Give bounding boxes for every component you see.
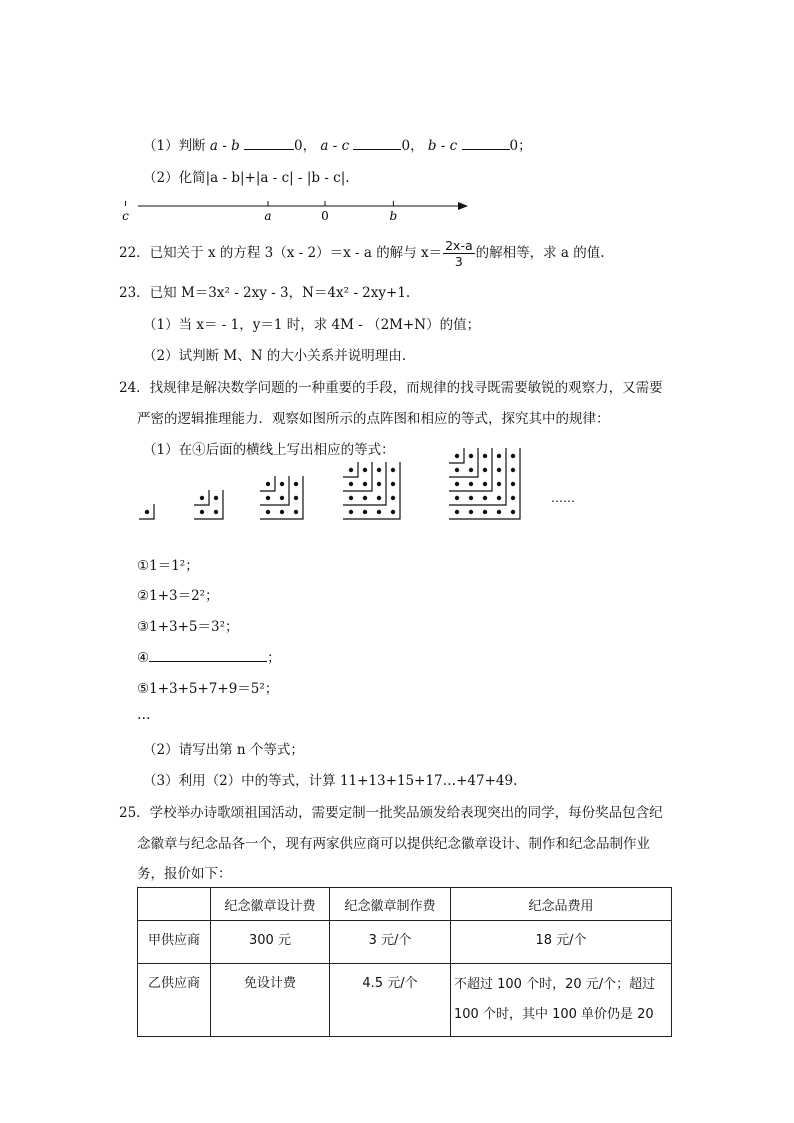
dot: [455, 468, 459, 472]
table-header-cell: 纪念品费用: [451, 888, 672, 921]
dot-grid-ellipsis: ……: [551, 491, 575, 505]
dot: [483, 496, 487, 500]
q24-eq4-suffix: ；: [267, 650, 281, 666]
q22-frac-num: 2x-a: [445, 238, 473, 253]
table-cell: 300 元: [211, 921, 330, 964]
dot: [483, 468, 487, 472]
dot: [511, 468, 515, 472]
q24-eq5: ⑤1+3+5+7+9＝5²；: [137, 681, 279, 697]
q24-sub2: （2）请写出第 n 个等式；: [143, 742, 304, 758]
dot-grid-5: [449, 448, 525, 524]
table-header-row: [138, 888, 672, 921]
q22: [119, 238, 605, 269]
dot: [391, 496, 395, 500]
dot: [266, 482, 270, 486]
number-line-label: a: [264, 209, 272, 223]
q22-text-before: 22．已知关于 x 的方程 3（x - 2）＝x - a 的解与 x＝: [119, 245, 443, 261]
q24-eq4-blank[interactable]: [149, 649, 267, 662]
q21-expr2: a - c: [320, 138, 350, 154]
q21-expr3: b - c: [427, 138, 458, 154]
q25-line3: 务，报价如下：: [137, 866, 232, 882]
dot: [511, 482, 515, 486]
table-row: [138, 964, 672, 1037]
number-line-label: c: [122, 209, 129, 223]
q21-zero2: 0，: [401, 138, 424, 154]
table-cell: 乙供应商: [138, 964, 211, 1037]
table-header-cell: [138, 888, 211, 921]
dot: [200, 510, 204, 514]
dot: [377, 468, 381, 472]
q24-eq4-prefix: ④: [137, 650, 150, 666]
dot: [469, 510, 473, 514]
q24-eq4: [137, 646, 281, 666]
dot: [497, 482, 501, 486]
dot: [469, 454, 473, 458]
q22-fraction: [443, 238, 475, 269]
dot: [391, 468, 395, 472]
q23-head: 23．已知 M＝3x² - 2xy - 3，N＝4x² - 2xy+1.: [119, 285, 411, 301]
table-header-cell: 纪念徽章制作费: [330, 888, 451, 921]
dot: [280, 482, 284, 486]
table-cell: 3 元/个: [330, 921, 451, 964]
dot: [349, 482, 353, 486]
dot: [483, 454, 487, 458]
dot: [363, 468, 367, 472]
dot: [469, 482, 473, 486]
q24-sub3: （3）利用（2）中的等式，计算 11+13+15+17…+47+49.: [143, 773, 518, 789]
q21-zero3: 0；: [509, 138, 532, 154]
q24-line1: 24．找规律是解决数学问题的一种重要的手段，而规律的找寻既需要敏锐的观察力，又需要: [119, 380, 663, 396]
dot: [266, 510, 270, 514]
dot: [363, 482, 367, 486]
dot: [455, 496, 459, 500]
dot-grid-3: [260, 476, 308, 524]
q21-sub1: [143, 134, 532, 154]
dot: [511, 454, 515, 458]
number-line-label: 0: [321, 209, 329, 223]
dot: [497, 468, 501, 472]
dot: [280, 496, 284, 500]
dot: [294, 510, 298, 514]
dot-grid-1: [139, 504, 159, 524]
dot: [377, 510, 381, 514]
dot: [349, 510, 353, 514]
table-cell: 不超过 100 个时，20 元/个；超过 100 个时，其中 100 单价仍是 20: [451, 964, 672, 1037]
q24-eq3: ③1+3+5＝3²；: [137, 619, 239, 635]
dot: [363, 510, 367, 514]
number-line-arrow: [458, 202, 468, 210]
table-cell: 免设计费: [211, 964, 330, 1037]
table-cell: 甲供应商: [138, 921, 211, 964]
q24-eq1: ①1＝1²；: [137, 558, 199, 574]
q23-sub1: （1）当 x＝ - 1，y＝1 时，求 4M - （2M+N）的值；: [143, 317, 481, 333]
dot: [377, 482, 381, 486]
table-cell: 18 元/个: [451, 921, 672, 964]
number-line-label: b: [389, 209, 398, 223]
dot: [391, 482, 395, 486]
q25-line2: 念徽章与纪念品各一个，现有两家供应商可以提供纪念徽章设计、制作和纪念品制作业: [137, 836, 650, 852]
q24-sub1: （1）在④后面的横线上写出相应的等式：: [143, 442, 395, 458]
dot-grid-2: [194, 490, 228, 524]
dot: [349, 496, 353, 500]
dot: [455, 510, 459, 514]
dot: [455, 482, 459, 486]
number-line-ticks: [122, 201, 397, 223]
dot: [294, 496, 298, 500]
dot: [377, 496, 381, 500]
q22-text-after: 的解相等，求 a 的值.: [475, 245, 605, 261]
number-line: [122, 196, 475, 226]
dot: [391, 510, 395, 514]
q21-blank1[interactable]: [244, 137, 294, 150]
dot-grid-4: [343, 462, 405, 524]
dot: [483, 510, 487, 514]
q21-zero1: 0，: [294, 138, 317, 154]
dot: [349, 468, 353, 472]
dot: [294, 482, 298, 486]
dot: [145, 510, 149, 514]
table-row: [138, 921, 672, 964]
dot: [469, 496, 473, 500]
dot: [200, 496, 204, 500]
q21-blank3[interactable]: [462, 137, 510, 150]
dot: [266, 496, 270, 500]
dot: [497, 454, 501, 458]
dot: [497, 496, 501, 500]
q24-line2: 严密的逻辑推理能力．观察如图所示的点阵图和相应的等式，探究其中的规律：: [137, 411, 610, 427]
q21-blank2[interactable]: [353, 137, 401, 150]
q22-frac-den: 3: [454, 254, 463, 269]
q25-line1: 25．学校举办诗歌颂祖国活动，需要定制一批奖品颁发给表现突出的同学，每份奖品包含纪: [119, 805, 663, 821]
table-header-cell: 纪念徽章设计费: [211, 888, 330, 921]
dot: [214, 510, 218, 514]
dot: [511, 496, 515, 500]
dot: [280, 510, 284, 514]
q24-dots: …: [137, 707, 151, 723]
q24-eq2: ②1+3＝2²；: [137, 588, 219, 604]
table-cell: 4.5 元/个: [330, 964, 451, 1037]
q21-sub1-label: （1）判断: [143, 138, 206, 154]
dot: [455, 454, 459, 458]
dot: [511, 510, 515, 514]
q21-sub2: （2）化简|a - b|+|a - c| - |b - c|.: [143, 170, 350, 186]
dot: [483, 482, 487, 486]
quote-table: [137, 887, 672, 1037]
q21-expr1: a - b: [209, 138, 240, 154]
dot: [469, 468, 473, 472]
dot: [363, 496, 367, 500]
dot: [214, 496, 218, 500]
dot: [497, 510, 501, 514]
q23-sub2: （2）试判断 M、N 的大小关系并说明理由.: [143, 348, 407, 364]
